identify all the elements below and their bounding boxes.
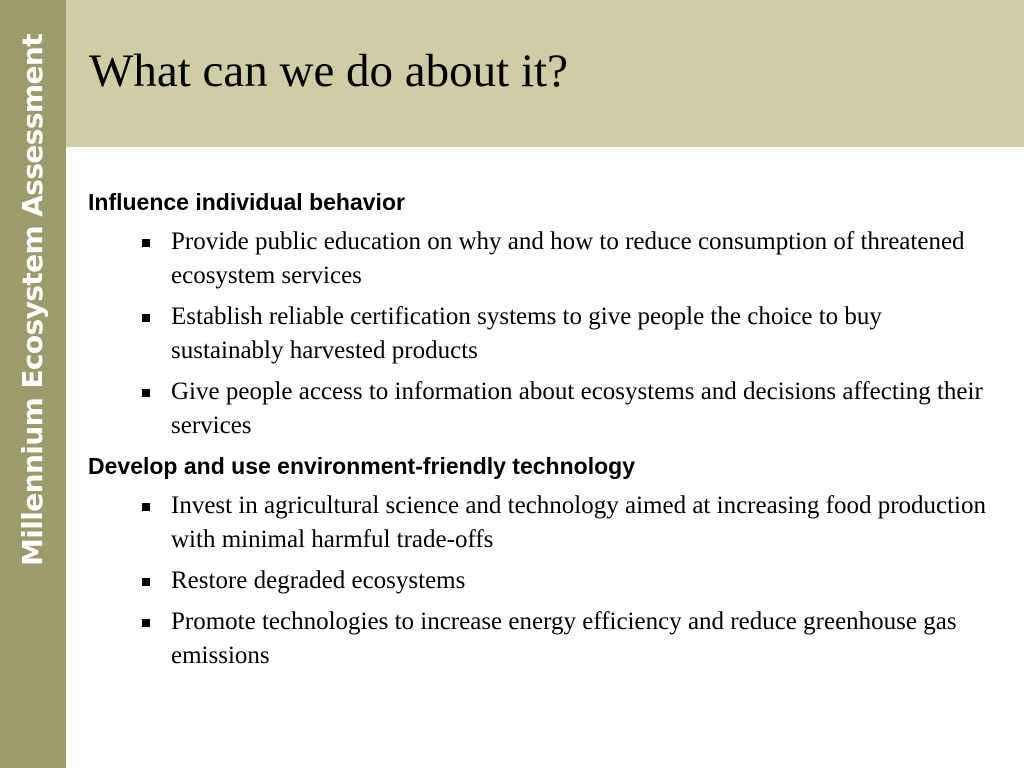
bullet-text: Invest in agricultural science and technology aimed at increasing food production with minimal harmful trade-offs — [171, 492, 987, 553]
slide-header — [66, 0, 1024, 147]
slide-title: What can we do about it? — [89, 45, 568, 97]
square-bullet-icon — [142, 314, 150, 322]
bullet-item — [88, 375, 998, 443]
bullet-list — [88, 489, 998, 673]
brand-logo-text: Millennium Ecosystem Assessment — [16, 33, 49, 567]
square-bullet-icon — [142, 239, 150, 247]
square-bullet-icon — [142, 389, 150, 397]
slide-content — [88, 186, 998, 680]
square-bullet-icon — [142, 578, 150, 586]
bullet-list — [88, 225, 998, 443]
square-bullet-icon — [142, 619, 150, 627]
bullet-item — [88, 300, 998, 368]
sidebar-brand-strip — [0, 0, 66, 768]
bullet-item — [88, 489, 998, 557]
bullet-text: Promote technologies to increase energy efficiency and reduce greenhouse gas emissions — [171, 608, 957, 669]
bullet-text: Provide public education on why and how to reduce consumption of threatened ecosystem services — [171, 228, 965, 289]
bullet-text: Establish reliable certification systems to give people the choice to buy sustainably harvested products — [171, 303, 882, 364]
bullet-item — [88, 605, 998, 673]
section-heading: Develop and use environment-friendly technology — [88, 453, 635, 479]
bullet-item — [88, 225, 998, 293]
bullet-item — [88, 564, 998, 598]
section-heading: Influence individual behavior — [88, 189, 405, 215]
square-bullet-icon — [142, 503, 150, 511]
bullet-text: Restore degraded ecosystems — [171, 567, 466, 594]
bullet-text: Give people access to information about ecosystems and decisions affecting their services — [171, 378, 983, 439]
